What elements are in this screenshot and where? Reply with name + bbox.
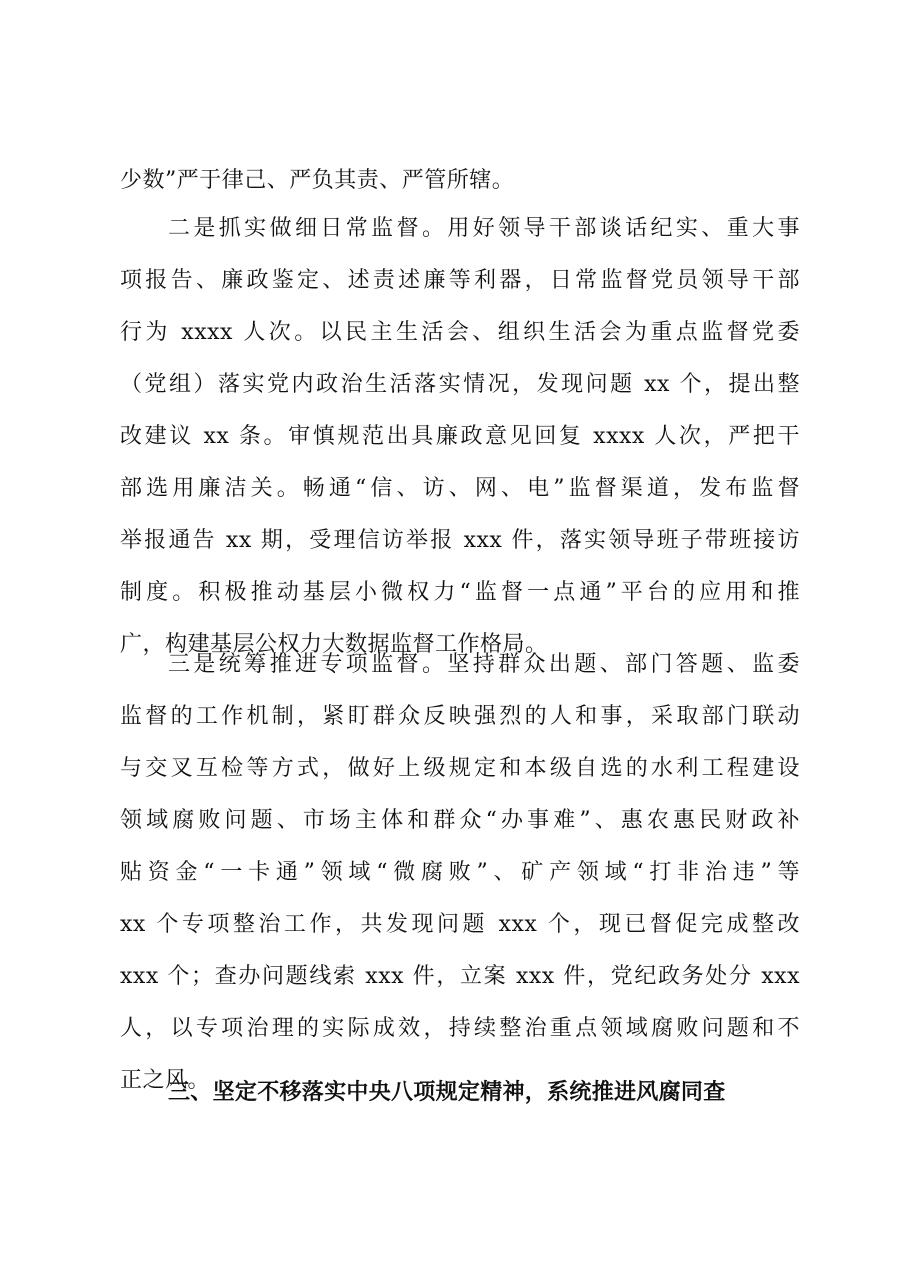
- paragraph-line: 项报告、廉政鉴定、述责述廉等利器，日常监督党员领导干部: [120, 268, 800, 293]
- paragraph-line: 行为 xxxx 人次。以民主生活会、组织生活会为重点监督党委: [120, 320, 800, 345]
- paragraph-line: 正之风。: [120, 1068, 211, 1093]
- paragraph-line: xxx 个；查办问题线索 xxx 件，立案 xxx 件，党纪政务处分 xxx: [120, 964, 800, 989]
- paragraph-line: 改建议 xx 条。审慎规范出具廉政意见回复 xxxx 人次，严把干: [120, 424, 800, 449]
- paragraph-line: 二是抓实做细日常监督。用好领导干部谈话纪实、重大事: [168, 216, 800, 241]
- paragraph-line: （党组）落实党内政治生活落实情况，发现问题 xx 个，提出整: [120, 372, 800, 397]
- paragraph-line: 广，构建基层公权力大数据监督工作格局。: [120, 632, 548, 657]
- paragraph-line: xx 个专项整治工作，共发现问题 xxx 个，现已督促完成整改: [120, 912, 800, 937]
- section-heading: 三、坚定不移落实中央八项规定精神，系统推进风腐同查: [168, 1080, 726, 1105]
- paragraph-line: 与交叉互检等方式，做好上级规定和本级自选的水利工程建设: [120, 756, 800, 781]
- paragraph-line: 人，以专项治理的实际成效，持续整治重点领域腐败问题和不: [120, 1016, 800, 1041]
- paragraph-line: 领域腐败问题、市场主体和群众“办事难”、惠农惠民财政补: [120, 808, 800, 833]
- paragraph-line: 部选用廉洁关。畅通“信、访、网、电”监督渠道，发布监督: [120, 476, 800, 501]
- paragraph-line: 监督的工作机制，紧盯群众反映强烈的人和事，采取部门联动: [120, 704, 800, 729]
- paragraph-line: 三是统筹推进专项监督。坚持群众出题、部门答题、监委: [168, 652, 800, 677]
- paragraph-line: 少数”严于律己、严负其责、严管所辖。: [120, 168, 515, 193]
- paragraph-line: 制度。积极推动基层小微权力“监督一点通”平台的应用和推: [120, 580, 800, 605]
- paragraph-line: 贴资金“一卡通”领域“微腐败”、矿产领域“打非治违”等: [120, 860, 800, 885]
- paragraph-line: 举报通告 xx 期，受理信访举报 xxx 件，落实领导班子带班接访: [120, 528, 800, 553]
